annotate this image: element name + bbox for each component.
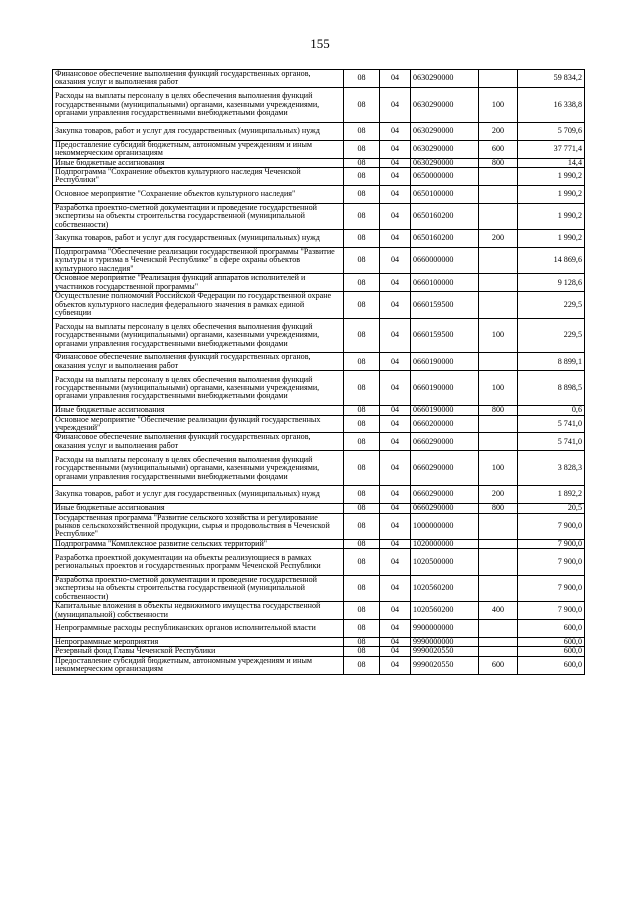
row-amount: 1 990,2 [518,167,585,185]
row-amount: 3 828,3 [518,451,585,486]
row-expense-type: 600 [479,656,518,674]
row-section-code: 08 [344,415,380,433]
row-name: Подпрограмма "Сохранение объектов культурного наследия Чеченской Республики" [53,167,344,185]
row-name: Разработка проектно-сметной документации и проведение государственной экспертизы на объекты строительства государственной (муниципальной собственности) [53,203,344,229]
row-section-code: 08 [344,602,380,620]
row-subsection-code: 04 [380,433,411,451]
row-expense-type [479,292,518,318]
table-row [53,87,585,122]
row-target-article: 1020000000 [411,539,479,548]
row-section-code: 08 [344,122,380,140]
row-name: Капитальные вложения в объекты недвижимого имущества государственной (муниципальной) собственности [53,602,344,620]
row-subsection-code: 04 [380,575,411,601]
row-subsection-code: 04 [380,318,411,353]
row-name: Непрограммные расходы республиканских органов исполнительной власти [53,619,344,637]
row-target-article: 0660190000 [411,371,479,406]
row-name: Финансовое обеспечение выполнения функций государственных органов, оказания услуг и выполнения работ [53,433,344,451]
row-subsection-code: 04 [380,513,411,539]
row-expense-type: 100 [479,371,518,406]
table-row [53,451,585,486]
row-expense-type: 200 [479,486,518,504]
row-name: Предоставление субсидий бюджетным, автономным учреждениям и иным некоммерческим организациям [53,140,344,158]
row-subsection-code: 04 [380,292,411,318]
row-target-article: 0660000000 [411,248,479,274]
row-amount: 8 898,5 [518,371,585,406]
row-name: Финансовое обеспечение выполнения функций государственных органов, оказания услуг и выполнения работ [53,70,344,88]
row-section-code: 08 [344,504,380,513]
row-section-code: 08 [344,185,380,203]
row-subsection-code: 04 [380,70,411,88]
row-section-code: 08 [344,486,380,504]
row-subsection-code: 04 [380,371,411,406]
row-section-code: 08 [344,167,380,185]
row-name: Иные бюджетные ассигнования [53,158,344,167]
row-target-article: 0660290000 [411,486,479,504]
table-row [53,248,585,274]
row-name: Основное мероприятие "Сохранение объектов культурного наследия" [53,185,344,203]
row-amount: 20,5 [518,504,585,513]
row-target-article: 0630290000 [411,122,479,140]
row-subsection-code: 04 [380,451,411,486]
row-expense-type [479,248,518,274]
row-amount: 1 892,2 [518,486,585,504]
row-section-code: 08 [344,539,380,548]
row-target-article: 1020500000 [411,549,479,575]
row-subsection-code: 04 [380,203,411,229]
row-expense-type [479,539,518,548]
row-expense-type [479,70,518,88]
row-amount: 8 899,1 [518,353,585,371]
row-target-article: 0630290000 [411,87,479,122]
row-section-code: 08 [344,248,380,274]
row-name: Разработка проектно-сметной документации и проведение государственной экспертизы на объекты строительства государственной (муниципальной собственности) [53,575,344,601]
row-target-article: 0660290000 [411,433,479,451]
table-row [53,318,585,353]
row-amount: 229,5 [518,292,585,318]
row-amount: 5 709,6 [518,122,585,140]
row-section-code: 08 [344,619,380,637]
row-name: Подпрограмма "Комплексное развитие сельских территорий" [53,539,344,548]
row-amount: 5 741,0 [518,415,585,433]
row-name: Подпрограмма "Обеспечение реализации государственной программы "Развитие культуры и туризма в Чеченской Республике" в сфере охраны объектов культурного наследия" [53,248,344,274]
row-expense-type [479,274,518,292]
row-target-article: 0650160200 [411,203,479,229]
table-row [53,415,585,433]
row-target-article: 0660290000 [411,504,479,513]
row-target-article: 0650160200 [411,230,479,248]
row-expense-type [479,185,518,203]
row-amount: 14,4 [518,158,585,167]
row-expense-type [479,353,518,371]
row-section-code: 08 [344,353,380,371]
row-subsection-code: 04 [380,619,411,637]
row-expense-type [479,549,518,575]
row-subsection-code: 04 [380,406,411,415]
row-section-code: 08 [344,274,380,292]
row-target-article: 0650100000 [411,185,479,203]
table-row [53,292,585,318]
row-amount: 1 990,2 [518,203,585,229]
row-amount: 59 834,2 [518,70,585,88]
row-name: Закупка товаров, работ и услуг для государственных (муниципальных) нужд [53,122,344,140]
row-name: Расходы на выплаты персоналу в целях обеспечения выполнения функций государственными (муниципальными) органами, казенными учреждениями, органами управления государственными внебюджетными фондами [53,451,344,486]
row-target-article: 0660100000 [411,274,479,292]
row-expense-type: 400 [479,602,518,620]
row-expense-type: 100 [479,318,518,353]
row-name: Закупка товаров, работ и услуг для государственных (муниципальных) нужд [53,486,344,504]
row-section-code: 08 [344,230,380,248]
row-subsection-code: 04 [380,504,411,513]
row-expense-type [479,415,518,433]
table-row [53,371,585,406]
row-expense-type: 800 [479,504,518,513]
row-subsection-code: 04 [380,274,411,292]
row-expense-type: 600 [479,140,518,158]
row-expense-type: 200 [479,122,518,140]
table-row [53,185,585,203]
row-amount: 229,5 [518,318,585,353]
row-section-code: 08 [344,647,380,656]
row-target-article: 1020560200 [411,575,479,601]
table-row [53,656,585,674]
row-section-code: 08 [344,203,380,229]
row-amount: 14 869,6 [518,248,585,274]
row-target-article: 9900000000 [411,619,479,637]
budget-table-body [53,70,585,675]
row-subsection-code: 04 [380,140,411,158]
row-name: Финансовое обеспечение выполнения функций государственных органов, оказания услуг и выполнения работ [53,353,344,371]
row-expense-type: 800 [479,406,518,415]
table-row [53,602,585,620]
row-amount: 37 771,4 [518,140,585,158]
row-subsection-code: 04 [380,353,411,371]
row-expense-type: 200 [479,230,518,248]
row-target-article: 0630290000 [411,158,479,167]
row-expense-type [479,167,518,185]
row-subsection-code: 04 [380,647,411,656]
row-target-article: 0660190000 [411,353,479,371]
row-section-code: 08 [344,637,380,646]
row-name: Основное мероприятие "Реализация функций аппаратов исполнителей и участников государственной программы" [53,274,344,292]
row-target-article: 0630290000 [411,140,479,158]
row-name: Резервный фонд Главы Чеченской Республики [53,647,344,656]
row-subsection-code: 04 [380,230,411,248]
row-name: Осуществление полномочий Российской Федерации по государственной охране объектов культурного наследия федерального значения в рамках единой субвенции [53,292,344,318]
table-row [53,647,585,656]
row-amount: 7 900,0 [518,539,585,548]
page-number: 155 [310,36,330,51]
row-subsection-code: 04 [380,248,411,274]
table-row [53,637,585,646]
table-row [53,433,585,451]
row-expense-type [479,203,518,229]
row-target-article: 1020560200 [411,602,479,620]
table-row [53,513,585,539]
row-subsection-code: 04 [380,87,411,122]
row-target-article: 0660159500 [411,292,479,318]
row-target-article: 0650000000 [411,167,479,185]
row-subsection-code: 04 [380,549,411,575]
row-amount: 1 990,2 [518,185,585,203]
row-amount: 7 900,0 [518,513,585,539]
row-section-code: 08 [344,292,380,318]
row-amount: 7 900,0 [518,602,585,620]
table-row [53,504,585,513]
row-section-code: 08 [344,87,380,122]
row-section-code: 08 [344,371,380,406]
row-amount: 5 741,0 [518,433,585,451]
row-name: Расходы на выплаты персоналу в целях обеспечения выполнения функций государственными (муниципальными) органами, казенными учреждениями, органами управления государственными внебюджетными фондами [53,318,344,353]
row-name: Разработка проектной документации на объекты реализующиеся в рамках региональных проектов и государственных программ Чеченской Республики [53,549,344,575]
table-row [53,274,585,292]
row-expense-type: 100 [479,87,518,122]
row-subsection-code: 04 [380,656,411,674]
budget-table [52,69,585,675]
row-target-article: 0660200000 [411,415,479,433]
row-expense-type [479,637,518,646]
row-subsection-code: 04 [380,602,411,620]
row-expense-type [479,647,518,656]
row-expense-type [479,575,518,601]
row-target-article: 0660159500 [411,318,479,353]
table-row [53,158,585,167]
row-target-article: 9990000000 [411,637,479,646]
row-name: Иные бюджетные ассигнования [53,406,344,415]
table-row [53,406,585,415]
row-name: Расходы на выплаты персоналу в целях обеспечения выполнения функций государственными (муниципальными) органами, казенными учреждениями, органами управления государственными внебюджетными фондами [53,87,344,122]
row-expense-type [479,619,518,637]
row-subsection-code: 04 [380,122,411,140]
row-subsection-code: 04 [380,415,411,433]
row-section-code: 08 [344,70,380,88]
table-row [53,539,585,548]
table-row [53,203,585,229]
row-target-article: 1000000000 [411,513,479,539]
row-target-article: 9990020550 [411,656,479,674]
row-section-code: 08 [344,406,380,415]
row-section-code: 08 [344,158,380,167]
row-subsection-code: 04 [380,486,411,504]
row-section-code: 08 [344,513,380,539]
row-amount: 0,6 [518,406,585,415]
row-amount: 600,0 [518,647,585,656]
table-row [53,353,585,371]
row-amount: 600,0 [518,656,585,674]
table-row [53,486,585,504]
row-section-code: 08 [344,433,380,451]
row-target-article: 0660290000 [411,451,479,486]
table-row [53,230,585,248]
row-subsection-code: 04 [380,158,411,167]
row-expense-type: 100 [479,451,518,486]
table-row [53,70,585,88]
table-row [53,575,585,601]
row-section-code: 08 [344,575,380,601]
row-amount: 600,0 [518,619,585,637]
row-amount: 7 900,0 [518,575,585,601]
row-subsection-code: 04 [380,167,411,185]
row-target-article: 0630290000 [411,70,479,88]
table-row [53,140,585,158]
row-name: Государственная программа "Развитие сельского хозяйства и регулирование рынков сельскохозяйственной продукции, сырья и продовольствия в Чеченской Республике" [53,513,344,539]
row-name: Иные бюджетные ассигнования [53,504,344,513]
row-amount: 16 338,8 [518,87,585,122]
row-amount: 600,0 [518,637,585,646]
row-section-code: 08 [344,451,380,486]
row-subsection-code: 04 [380,637,411,646]
row-target-article: 9990020550 [411,647,479,656]
row-expense-type [479,433,518,451]
table-row [53,167,585,185]
table-row [53,549,585,575]
row-amount: 9 128,6 [518,274,585,292]
row-section-code: 08 [344,656,380,674]
row-expense-type: 800 [479,158,518,167]
row-name: Основное мероприятие "Обеспечение реализации функций государственных учреждений" [53,415,344,433]
row-section-code: 08 [344,140,380,158]
row-name: Закупка товаров, работ и услуг для государственных (муниципальных) нужд [53,230,344,248]
row-amount: 1 990,2 [518,230,585,248]
row-target-article: 0660190000 [411,406,479,415]
row-name: Непрограммные мероприятия [53,637,344,646]
row-expense-type [479,513,518,539]
table-row [53,122,585,140]
row-section-code: 08 [344,318,380,353]
row-amount: 7 900,0 [518,549,585,575]
row-section-code: 08 [344,549,380,575]
row-subsection-code: 04 [380,539,411,548]
row-subsection-code: 04 [380,185,411,203]
row-name: Предоставление субсидий бюджетным, автономным учреждениям и иным некоммерческим организациям [53,656,344,674]
table-row [53,619,585,637]
row-name: Расходы на выплаты персоналу в целях обеспечения выполнения функций государственными (муниципальными) органами, казенными учреждениями, органами управления государственными внебюджетными фондами [53,371,344,406]
